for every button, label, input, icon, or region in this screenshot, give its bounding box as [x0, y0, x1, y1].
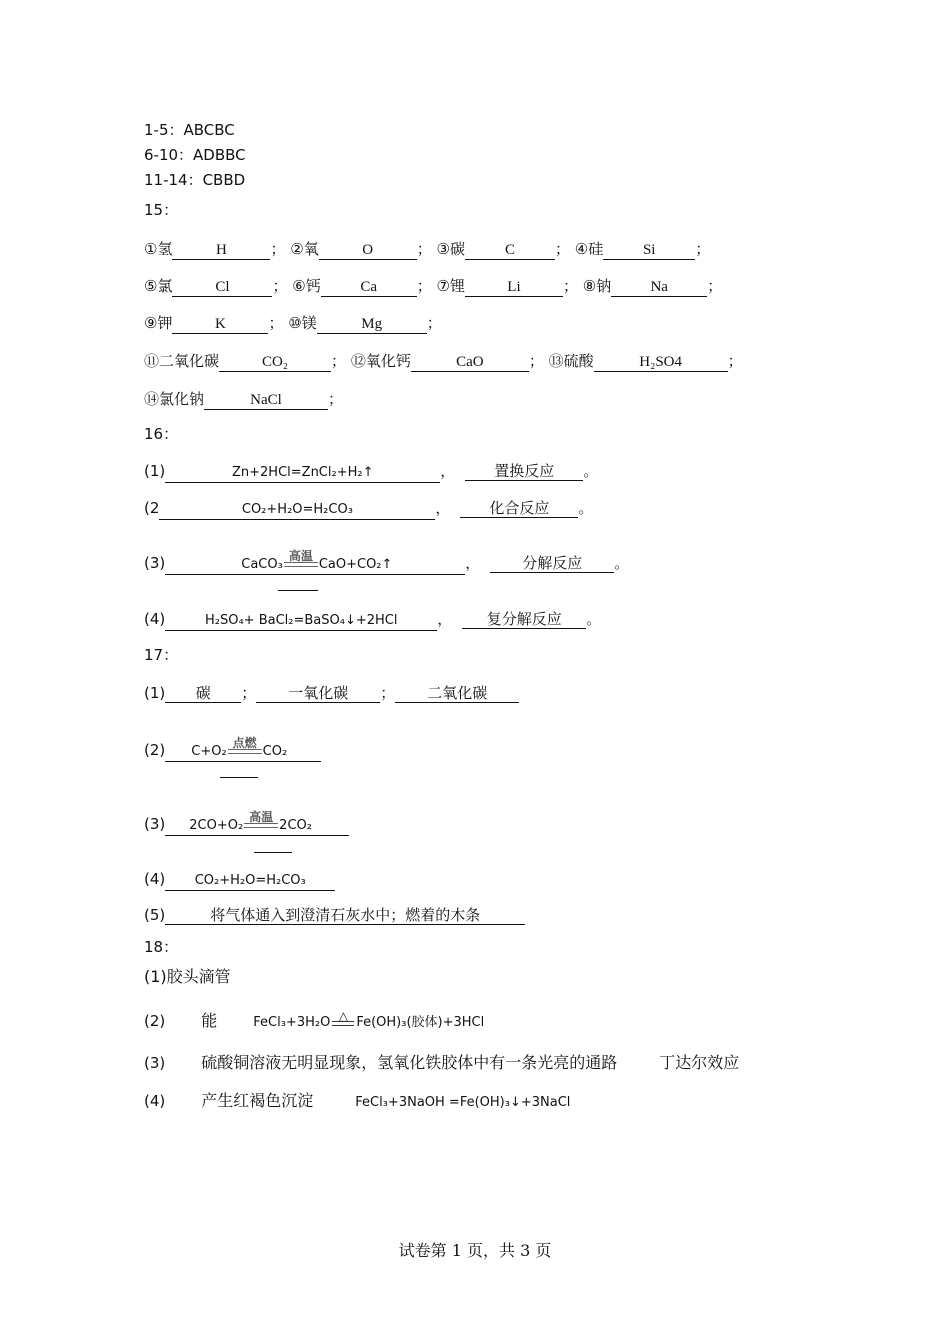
- blank-underline: [220, 776, 258, 778]
- comma: ，: [435, 499, 451, 517]
- q18-label: 18：: [144, 938, 179, 956]
- q16-label: 16：: [144, 425, 179, 443]
- equation: [165, 549, 465, 575]
- q15-item-answer: C: [465, 241, 555, 260]
- q15-item-name: ⑭氯化钠: [144, 390, 205, 408]
- answer-c: 二氧化碳: [395, 684, 519, 703]
- condition-sign: [228, 737, 262, 754]
- heat-sign: [332, 1011, 354, 1026]
- item-number: (4): [144, 1092, 166, 1110]
- q18-item-4: [144, 1091, 570, 1113]
- q15-item-name: ④硅: [574, 240, 604, 258]
- q15-item-answer: NaCl: [204, 391, 328, 410]
- separator: ；: [695, 240, 711, 258]
- q15-item-name: ⑧钠: [582, 277, 612, 295]
- reaction-type: 置换反应: [465, 462, 583, 481]
- equation-lhs: FeCl₃+3H₂O: [253, 1015, 331, 1030]
- equation: H₂SO₄+ BaCl₂=BaSO₄↓+2HCl: [165, 612, 437, 631]
- blank-underline: [254, 851, 292, 853]
- item-number: (1): [144, 462, 166, 480]
- period: 。: [583, 462, 599, 480]
- separator: ；: [416, 240, 432, 258]
- separator: ；: [554, 240, 570, 258]
- q15-row-1: [144, 239, 710, 260]
- q15-item-name: ③碳: [436, 240, 465, 258]
- answer-a: 产生红褐色沉淀: [201, 1091, 314, 1110]
- q15-item-answer: Mg: [317, 315, 427, 334]
- condition-label: 高温: [249, 810, 274, 824]
- q17-item-5: [144, 905, 525, 925]
- answer-b: 一氧化碳: [256, 684, 380, 703]
- item-number: (2): [144, 1012, 166, 1030]
- item-number: (1): [144, 684, 166, 702]
- separator: ；: [380, 684, 396, 702]
- separator: ；: [727, 352, 743, 370]
- condition-sign: [244, 811, 278, 828]
- answer-a: 硫酸铜溶液无明显现象，氢氧化铁胶体中有一条光亮的通路: [201, 1053, 618, 1072]
- period: 。: [586, 610, 602, 628]
- separator: ；: [562, 277, 578, 295]
- q15-item-answer: Cl: [172, 278, 272, 297]
- item-number: (4): [144, 610, 166, 628]
- item-number: (2): [144, 741, 166, 759]
- equation-lhs: CaCO₃: [241, 557, 283, 572]
- equation-lhs: C+O₂: [191, 744, 227, 759]
- equation: CO₂+H₂O=H₂CO₃: [165, 872, 335, 891]
- separator: ；: [426, 314, 442, 332]
- item-number: (2: [144, 499, 160, 517]
- q18-item-1: (1)胶头滴管: [144, 967, 231, 986]
- item-number: (4): [144, 870, 166, 888]
- mc-line-3: 11-14：CBBD: [144, 171, 246, 189]
- answer-a: 能: [201, 1011, 218, 1030]
- reaction-type: 复分解反应: [462, 610, 586, 629]
- q15-item-name: ⑤氯: [144, 277, 173, 295]
- condition-label: 点燃: [232, 736, 257, 750]
- equation-lhs: 2CO+O₂: [189, 818, 244, 833]
- q15-item-name: ⑥钙: [292, 277, 321, 295]
- q16-item-3: [144, 549, 630, 575]
- q16-item-1: [144, 461, 598, 483]
- q18-item-3: [144, 1053, 739, 1073]
- page-footer: 试卷第 1 页，共 3 页: [398, 1241, 552, 1260]
- reaction-type: 分解反应: [490, 554, 614, 573]
- answer-b: 丁达尔效应: [659, 1053, 740, 1072]
- separator: ；: [528, 352, 544, 370]
- q17-item-4: [144, 869, 335, 891]
- q15-item-answer: CO₂: [219, 353, 331, 372]
- q15-item-name: ⑫氧化钙: [350, 352, 411, 370]
- equation: [165, 810, 349, 836]
- period: 。: [578, 499, 594, 517]
- separator: ；: [241, 684, 257, 702]
- answer-text: 将气体通入到澄清石灰水中；燃着的木条: [165, 906, 525, 925]
- equation-rhs: Fe(OH)₃(胶体)+3HCl: [356, 1015, 485, 1030]
- delta-icon: △: [338, 1009, 348, 1023]
- q15-item-name: ⑬硫酸: [548, 352, 594, 370]
- equation: Zn+2HCl=ZnCl₂+H₂↑: [165, 464, 440, 483]
- separator: ；: [272, 277, 288, 295]
- condition-label: 高温: [288, 549, 313, 563]
- q15-item-answer: Si: [603, 241, 695, 260]
- q15-item-name: ⑩镁: [288, 314, 317, 332]
- blank-underline: [278, 589, 318, 591]
- reaction-type: 化合反应: [460, 499, 578, 518]
- equation: [165, 736, 321, 762]
- comma: ，: [440, 462, 456, 480]
- q15-row-2: [144, 276, 722, 297]
- q15-item-name: ⑨钾: [144, 314, 173, 332]
- q15-item-answer: Na: [611, 278, 707, 297]
- equation-rhs: CO₂: [262, 744, 288, 759]
- q15-item-answer: K: [172, 315, 268, 334]
- separator: ；: [416, 277, 432, 295]
- q15-row-4: [144, 351, 743, 372]
- item-number: (5): [144, 906, 166, 924]
- comma: ，: [437, 610, 453, 628]
- q15-item-name: ⑦锂: [436, 277, 465, 295]
- item-number: (3): [144, 1054, 166, 1072]
- separator: ；: [328, 390, 344, 408]
- q17-item-1: [144, 683, 519, 703]
- q15-item-answer: H₂SO4: [594, 353, 728, 372]
- q15-item-name: ①氢: [144, 240, 173, 258]
- item-number: (3): [144, 554, 166, 572]
- separator: ；: [268, 314, 284, 332]
- q15-item-answer: O: [319, 241, 417, 260]
- separator: ；: [707, 277, 723, 295]
- q15-item-name: ②氧: [290, 240, 319, 258]
- equation-rhs: CaO+CO₂↑: [318, 557, 393, 572]
- q18-item-2: [144, 1011, 484, 1033]
- q17-item-2: [144, 736, 321, 762]
- q15-item-answer: Ca: [321, 278, 417, 297]
- q15-row-3: [144, 313, 442, 334]
- q15-item-name: ⑪二氧化碳: [144, 352, 220, 370]
- separator: ；: [331, 352, 347, 370]
- q15-row-5: [144, 389, 343, 410]
- q17-label: 17：: [144, 646, 179, 664]
- mc-line-1: 1-5：ABCBC: [144, 121, 235, 139]
- q15-item-answer: Li: [465, 278, 563, 297]
- separator: ；: [270, 240, 286, 258]
- q15-label: 15：: [144, 201, 179, 219]
- equation: CO₂+H₂O=H₂CO₃: [159, 501, 435, 520]
- comma: ，: [465, 554, 481, 572]
- equation-rhs: 2CO₂: [279, 818, 312, 833]
- item-number: (3): [144, 815, 166, 833]
- q16-item-2: [144, 498, 593, 520]
- q17-item-3: [144, 810, 349, 836]
- q15-item-answer: H: [172, 241, 270, 260]
- answer-a: 碳: [165, 684, 241, 703]
- q15-item-answer: CaO: [411, 353, 529, 372]
- period: 。: [614, 554, 630, 572]
- mc-line-2: 6-10：ADBBC: [144, 146, 246, 164]
- equation: FeCl₃+3NaOH =Fe(OH)₃↓+3NaCl: [355, 1095, 571, 1110]
- condition-sign: [284, 550, 318, 567]
- q16-item-4: [144, 609, 601, 631]
